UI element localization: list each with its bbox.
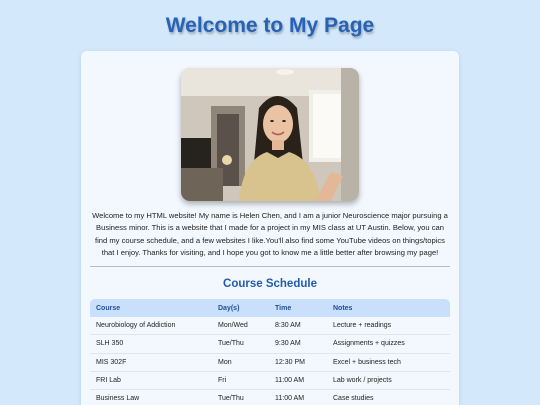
cell-course: Neurobiology of Addiction xyxy=(96,322,176,330)
cell-notes: Case studies xyxy=(333,395,374,403)
column-header-course: Course xyxy=(96,304,121,312)
cell-days: Mon xyxy=(218,358,232,366)
table-row xyxy=(90,372,450,390)
cell-days: Mon/Wed xyxy=(218,322,248,330)
cell-course: MIS 302F xyxy=(96,358,127,366)
cell-course: Business Law xyxy=(96,395,140,403)
cell-notes: Assignments + quizzes xyxy=(333,340,405,348)
column-header-days: Day(s) xyxy=(218,304,240,312)
cell-notes: Lecture + readings xyxy=(333,322,392,330)
divider xyxy=(90,266,450,267)
table-row xyxy=(90,335,450,353)
table-row xyxy=(90,390,450,405)
profile-photo xyxy=(181,68,359,201)
content-card xyxy=(81,51,459,405)
column-header-notes: Notes xyxy=(333,304,353,312)
cell-course: SLH 350 xyxy=(96,340,124,348)
cell-time: 8:30 AM xyxy=(275,322,301,330)
section-title-course-schedule: Course Schedule xyxy=(223,278,317,290)
cell-days: Tue/Thu xyxy=(218,395,244,403)
intro-text: Welcome to my HTML website! My name is Helen Chen, and I am a junior Neuroscience major pursuing a Business minor. This is a website that I made for a project in my MIS class at UT Austin. Below, you can find my course schedule, and a few websites I like.You'll also find some YouTube videos on things/topics that I enjoy. Thanks for visiting, and I hope you got to know me a little better after browsing my page! xyxy=(92,211,448,258)
table-header-row xyxy=(90,299,450,317)
cell-course: FRI Lab xyxy=(96,376,121,384)
cell-time: 9:30 AM xyxy=(275,340,301,348)
column-header-time: Time xyxy=(275,304,292,312)
cell-time: 11:00 AM xyxy=(275,376,305,384)
course-schedule-table xyxy=(90,299,450,405)
cell-notes: Lab work / projects xyxy=(333,376,392,384)
cell-time: 11:00 AM xyxy=(275,395,305,403)
cell-time: 12:30 PM xyxy=(275,358,305,366)
cell-days: Tue/Thu xyxy=(218,340,244,348)
cell-notes: Excel + business tech xyxy=(333,358,401,366)
page-title: Welcome to My Page xyxy=(165,14,375,37)
cell-days: Fri xyxy=(218,376,227,384)
table-row xyxy=(90,354,450,372)
table-row xyxy=(90,317,450,335)
